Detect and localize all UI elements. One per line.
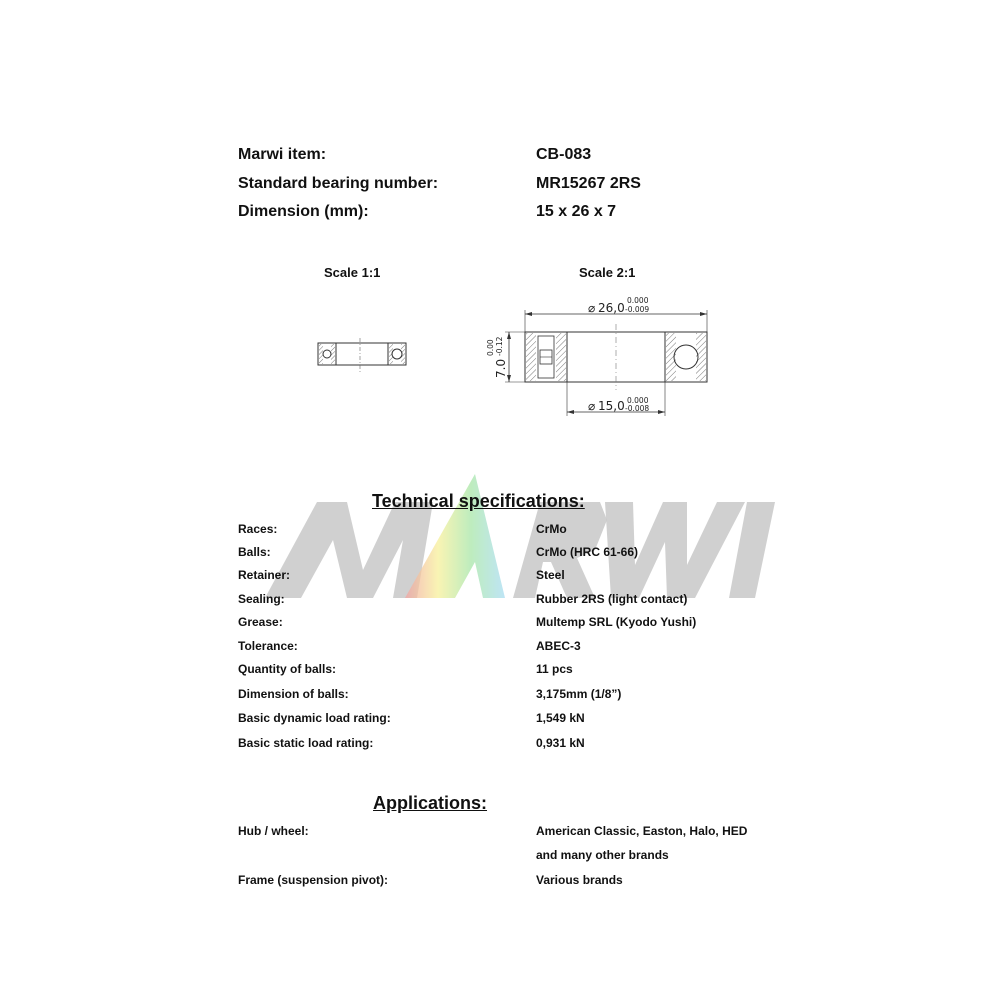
spec-value-races: CrMo — [536, 522, 567, 536]
outer-diameter-tol-upper: 0.000 — [627, 296, 649, 305]
spec-value-sealing: Rubber 2RS (light contact) — [536, 592, 688, 606]
spec-label-quantity-of-balls: Quantity of balls: — [238, 662, 337, 676]
spec-label-retainer: Retainer: — [238, 568, 291, 582]
spec-label-dynamic-load: Basic dynamic load rating: — [238, 711, 391, 725]
outer-diameter-value: 26,0 — [598, 301, 625, 315]
bearing-number-value: MR15267 2RS — [536, 175, 641, 192]
dimension-label: Dimension (mm): — [238, 203, 369, 220]
width-tol-upper: 0.00 — [486, 339, 495, 356]
inner-diameter-symbol: ⌀ — [588, 399, 596, 413]
marwi-item-label: Marwi item: — [238, 146, 327, 163]
spec-label-balls: Balls: — [238, 545, 271, 559]
spec-label-static-load: Basic static load rating: — [238, 736, 374, 750]
spec-value-quantity-of-balls: 11 pcs — [536, 662, 573, 676]
app-value-hub-wheel-line2: and many other brands — [536, 848, 669, 862]
outer-diameter-symbol: ⌀ — [588, 301, 596, 315]
spec-value-tolerance: ABEC-3 — [536, 639, 581, 653]
scale-2-1-label: Scale 2:1 — [579, 265, 636, 280]
bearing-number-label: Standard bearing number: — [238, 175, 439, 192]
technical-specifications-title: Technical specifications: — [372, 491, 585, 511]
app-value-frame: Various brands — [536, 873, 623, 887]
width-value: 7.0 — [494, 358, 508, 378]
spec-value-dimension-of-balls: 3,175mm (1/8”) — [536, 687, 622, 701]
spec-value-grease: Multemp SRL (Kyodo Yushi) — [536, 615, 697, 629]
app-value-hub-wheel: American Classic, Easton, Halo, HED — [536, 824, 748, 838]
scale-1-1-label: Scale 1:1 — [324, 265, 381, 280]
bearing-drawing-scale-1-1 — [314, 338, 410, 372]
spec-value-balls: CrMo (HRC 61-66) — [536, 545, 639, 559]
spec-value-dynamic-load: 1,549 kN — [536, 711, 585, 725]
bearing-drawing-scale-2-1 — [485, 290, 715, 420]
watermark-text: MARWI — [255, 470, 259, 471]
spec-value-retainer: Steel — [536, 568, 565, 582]
spec-label-grease: Grease: — [238, 615, 283, 629]
dimension-value: 15 x 26 x 7 — [536, 203, 617, 220]
spec-label-dimension-of-balls: Dimension of balls: — [238, 687, 349, 701]
spec-label-sealing: Sealing: — [238, 592, 285, 606]
marwi-item-value: CB-083 — [536, 146, 592, 163]
width-tol-lower: -0.12 — [495, 336, 504, 356]
app-label-frame: Frame (suspension pivot): — [238, 873, 389, 887]
spec-label-races: Races: — [238, 522, 278, 536]
outer-diameter-tol-lower: -0.009 — [625, 305, 650, 314]
app-label-hub-wheel: Hub / wheel: — [238, 824, 309, 838]
spec-value-static-load: 0,931 kN — [536, 736, 585, 750]
inner-diameter-tol-upper: 0.000 — [627, 396, 649, 405]
inner-diameter-value: 15,0 — [598, 399, 625, 413]
inner-diameter-tol-lower: -0.008 — [625, 404, 650, 413]
applications-title: Applications: — [373, 793, 488, 813]
spec-label-tolerance: Tolerance: — [238, 639, 298, 653]
